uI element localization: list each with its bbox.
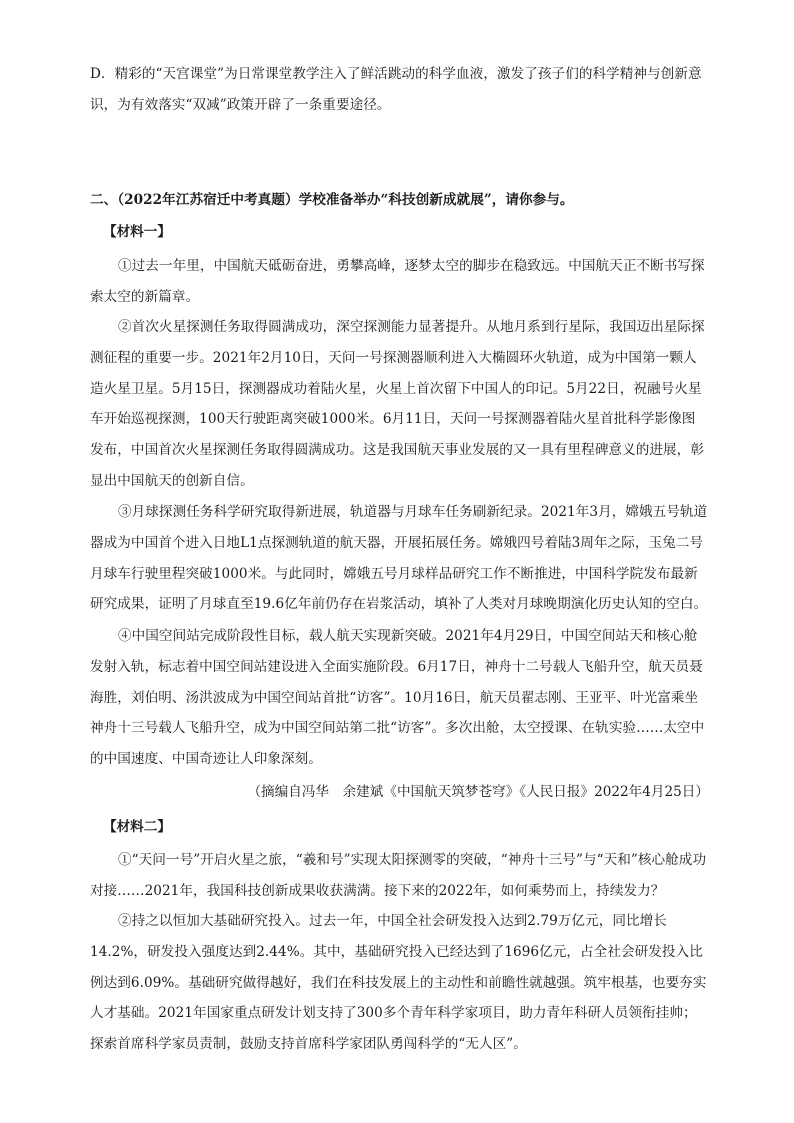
material-1-paragraph-4: ④中国空间站完成阶段性目标，载人航天实现新突破。2021年4月29日，中国空间站天和核心舱发射入轨，标志着中国空间站建设进入全面实施阶段。6月17日，神舟十二号载人飞船升空，航天员聂海胜，刘伯明、汤洪波成为中国空间站首批“访客”。10月16日，航天员翟志刚、王亚平、叶光富乘坐神舟十三号载人飞船升空，成为中国空间站第二批“访客”。多次出舱，太空授课、在轨实验……太空中的中国速度、中国奇迹让人印象深刻。 bbox=[90, 628, 705, 768]
material-2-label: 【材料二】 bbox=[103, 819, 171, 835]
option-d-text: D．精彩的“天宫课堂”为日常课堂教学注入了鲜活跳动的科学血液，激发了孩子们的科学精神与创新意识，为有效落实“双减”政策开辟了一条重要途径。 bbox=[90, 66, 702, 113]
material-1-paragraph-1: ①过去一年里，中国航天砥砺奋进，勇攀高峰，逐梦太空的脚步在稳致远。中国航天正不断书写探索太空的新篇章。 bbox=[90, 258, 705, 305]
material-1-label: 【材料一】 bbox=[103, 224, 171, 240]
material-2-paragraph-1: ①“天问一号”开启火星之旅，“羲和号”实现太阳探测零的突破，“神舟十三号”与“天和”核心舱成功对接……2021年，我国科技创新成果收获满满。接下来的2022年，如何乘势而上，持续发力？ bbox=[90, 852, 707, 899]
material-2-paragraph-2: ②持之以恒加大基础研究投入。过去一年，中国全社会研发投入达到2.79万亿元，同比增长14.2%，研发投入强度达到2.44%。其中，基础研究投入已经达到了1696亿元，占全社会研发投入比例达到6.09%。基础研究做得越好，我们在科技发展上的主动性和前瞻性就越强。筑牢根基，也要夯实人才基础。2021年国家重点研发计划支持了300多个青年科学家项目，助力青年科研人员领衔挂帅；探索首席科学家员责制，鼓励支持首席科学家团队勇闯科学的“无人区”。 bbox=[90, 913, 707, 1053]
material-1-source: （摘编自冯华 余建斌《中国航天筑梦苍穹》《人民日报》2022年4月25日） bbox=[247, 784, 709, 800]
material-1-paragraph-2: ②首次火星探测任务取得圆满成功，深空探测能力显著提升。从地月系到行星际，我国迈出星际探测征程的重要一步。2021年2月10日，天问一号探测器顺利进入大椭圆环火轨道，成为中国第一颗人造火星卫星。5月15日，探测器成功着陆火星，火星上首次留下中国人的印记。5月22日，祝融号火星车开始巡视探测，100天行驶距离突破1000米。6月11日，天问一号探测器着陆火星首批科学影像图发布，中国首次火星探测任务取得圆满成功。这是我国航天事业发展的又一具有里程碑意义的进展，彰显出中国航天的创新自信。 bbox=[90, 319, 705, 489]
material-1-paragraph-3: ③月球探测任务科学研究取得新进展，轨道器与月球车任务刷新纪录。2021年3月，嫦娥五号轨道器成为中国首个进入日地L1点探测轨道的航天器，开展拓展任务。嫦娥四号着陆3周年之际，玉兔二号月球车行驶里程突破1000米。与此同时，嫦娥五号月球样品研究工作不断推进，中国科学院发布最新研究成果，证明了月球直至19.6亿年前仍存在岩浆活动，填补了人类对月球晚期演化历史认知的空白。 bbox=[90, 504, 708, 613]
question-2-heading: 二、（2022年江苏宿迁中考真题）学校准备举办“科技创新成就展”，请你参与。 bbox=[90, 192, 574, 208]
